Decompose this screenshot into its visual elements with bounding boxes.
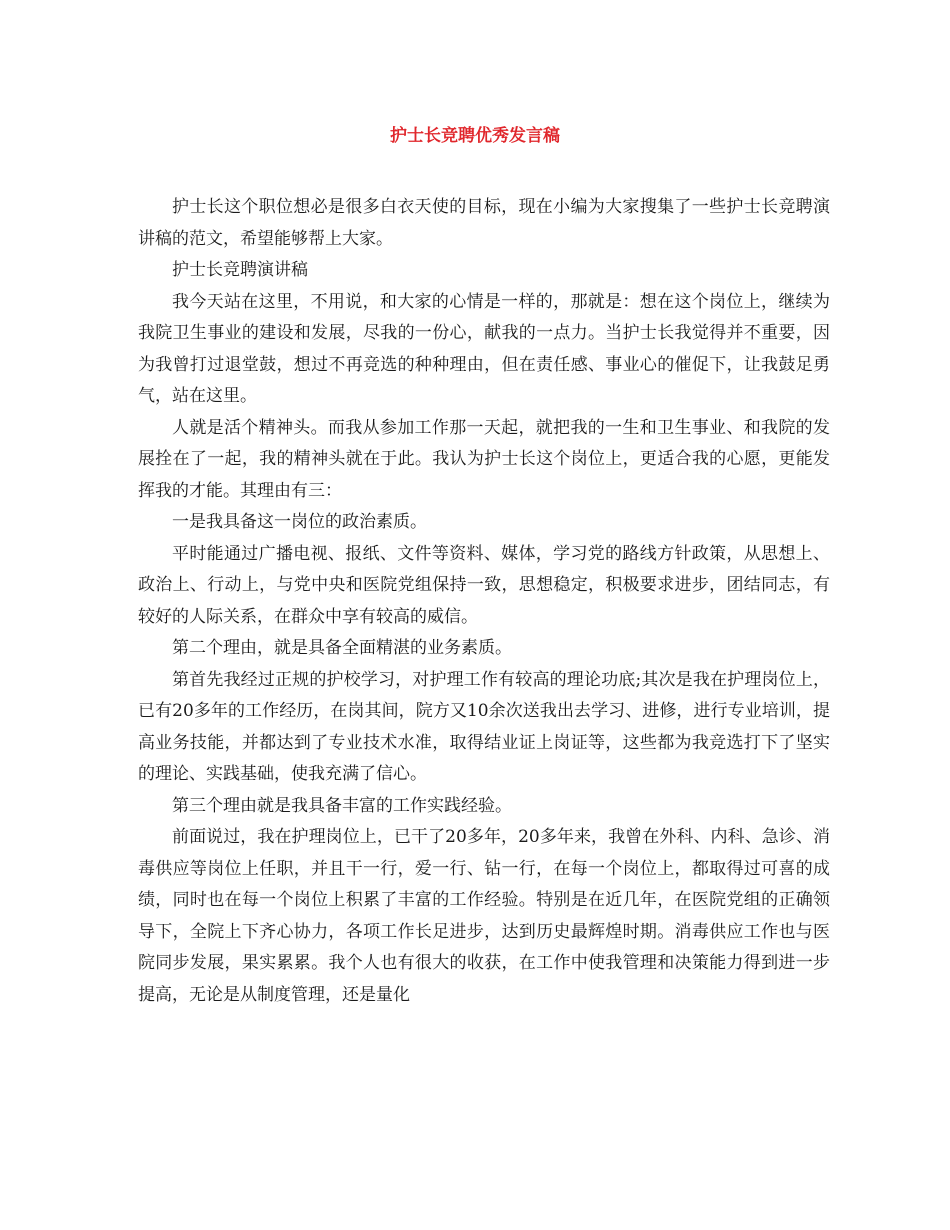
paragraph: 平时能通过广播电视、报纸、文件等资料、媒体，学习党的路线方针政策，从思想上、政治上、行动上，与党中央和医院党组保持一致，思想稳定，积极要求进步，团结同志，有较好的人际关系，在群众中享有较高的威信。 xyxy=(138,543,830,627)
paragraph: 护士长这个职位想必是很多白衣天使的目标，现在小编为大家搜集了一些护士长竞聘演讲稿的范文，希望能够帮上大家。 xyxy=(138,197,830,249)
document-title: 护士长竞聘优秀发言稿 xyxy=(390,126,560,146)
paragraph: 第二个理由，就是具备全面精湛的业务素质。 xyxy=(172,638,512,658)
paragraph: 我今天站在这里，不用说，和大家的心情是一样的，那就是：想在这个岗位上，继续为我院卫生事业的建设和发展，尽我的一份心，献我的一点力。当护士长我觉得并不重要，因为我曾打过退堂鼓，想过不再竞选的种种理由，但在责任感、事业心的催促下，让我鼓足勇气，站在这里。 xyxy=(138,291,830,406)
paragraph: 第三个理由就是我具备丰富的工作实践经验。 xyxy=(172,795,512,816)
paragraph: 人就是活个精神头。而我从参加工作那一天起，就把我的一生和卫生事业、和我院的发展拴在了一起，我的精神头就在于此。我认为护士长这个岗位上，更适合我的心愿，更能发挥我的才能。其理由有三： xyxy=(138,417,830,501)
document-body xyxy=(138,192,830,1011)
paragraph: 前面说过，我在护理岗位上，已干了20多年，20多年来，我曾在外科、内科、急诊、消毒供应等岗位上任职，并且干一行，爱一行、钻一行，在每一个岗位上，都取得过可喜的成绩，同时也在每一个岗位上积累了丰富的工作经验。特别是在近几年，在医院党组的正确领导下，全院上下齐心协力，各项工作长足进步，达到历史最辉煌时期。消毒供应工作也与医院同步发展，果实累累。我个人也有很大的收获，在工作中使我管理和决策能力得到进一步提高，无论是从制度管理，还是量化 xyxy=(138,827,830,1005)
paragraph: 护士长竞聘演讲稿 xyxy=(172,260,308,280)
paragraph: 一是我具备这一岗位的政治素质。 xyxy=(172,512,427,532)
paragraph: 第首先我经过正规的护校学习，对护理工作有较高的理论功底;其次是我在护理岗位上，已有20多年的工作经历，在岗其间，院方又10余次送我出去学习、进修，进行专业培训，提高业务技能，并都达到了专业技术水准，取得结业证上岗证等，这些都为我竞选打下了坚实的理论、实践基础，使我充满了信心。 xyxy=(138,669,830,784)
